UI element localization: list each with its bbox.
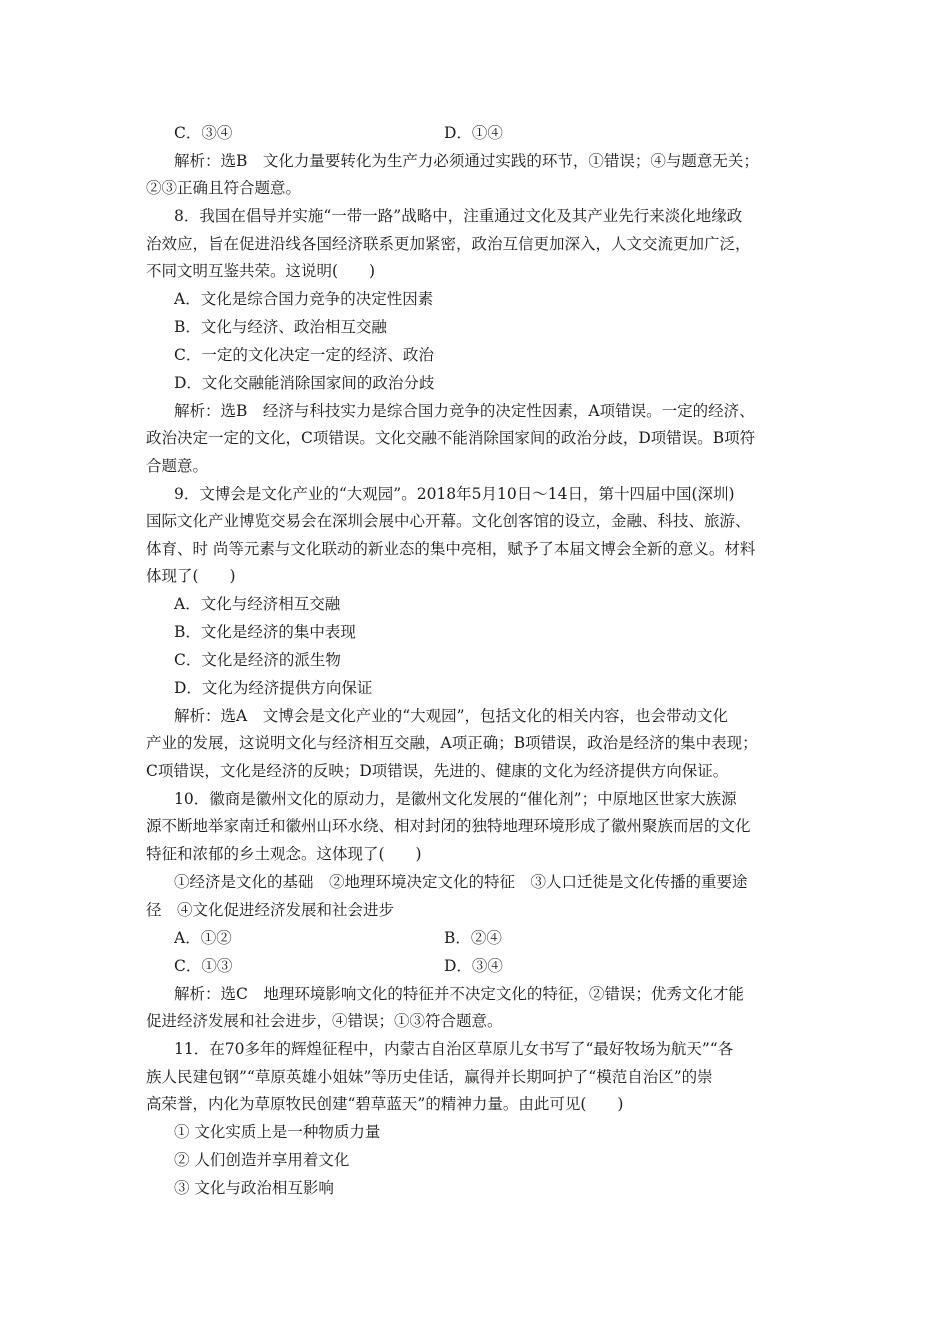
q10-option-b: B．②④ (444, 929, 502, 947)
q9-analysis-line: 产业的发展，这说明文化与经济相互交融，A项正确；B项错误，政治是经济的集中表现； (146, 734, 758, 752)
q10-stem-line: 源不断地举家南迁和徽州山环水绕、相对封闭的独特地理环境形成了徽州聚族而居的文化 (146, 817, 751, 835)
q11-statement-line: ① 文化实质上是一种物质力量 (174, 1123, 381, 1141)
q8-option-a: A．文化是综合国力竞争的决定性因素 (174, 290, 434, 308)
q10-analysis-line: 解析：选C 地理环境影响文化的特征并不决定文化的特征，②错误；优秀文化才能 (174, 985, 744, 1003)
q8-analysis-line: 解析：选B 经济与科技实力是综合国力竞争的决定性因素，A项错误。一定的经济、 (174, 402, 755, 420)
q7-analysis-line: ②③正确且符合题意。 (146, 179, 302, 197)
q11-statement-line: ② 人们创造并享用着文化 (174, 1151, 350, 1169)
q8-option-d: D．文化交融能消除国家间的政治分歧 (174, 374, 435, 392)
q7-analysis-line: 解析：选B 文化力量要转化为生产力必须通过实践的环节，①错误；④与题意无关； (174, 152, 759, 170)
q9-option-a: A．文化与经济相互交融 (174, 595, 341, 613)
q11-statement-line: ③ 文化与政治相互影响 (174, 1179, 334, 1197)
q9-option-d: D．文化为经济提供方向保证 (174, 679, 373, 697)
q10-option-d: D．③④ (444, 957, 503, 975)
q8-stem-line: 8．我国在倡导并实施“一带一路”战略中，注重通过文化及其产业先行来淡化地缘政 (174, 207, 743, 225)
q11-stem-line: 高荣誉，内化为草原牧民创建“碧草蓝天”的精神力量。由此可见( ) (146, 1095, 624, 1113)
q10-stem-line: 10．徽商是徽州文化的原动力，是徽州文化发展的“催化剂”；中原地区世家大族源 (174, 790, 737, 808)
q10-analysis-line: 促进经济发展和社会进步，④错误；①③符合题意。 (146, 1012, 503, 1030)
q9-analysis-line: C项错误，文化是经济的反映；D项错误，先进的、健康的文化为经济提供方向保证。 (146, 762, 729, 780)
q8-option-c: C．一定的文化决定一定的经济、政治 (174, 346, 434, 364)
q11-stem-line: 11．在70多年的辉煌征程中，内蒙古自治区草原儿女书写了“最好牧场为航天”“各 (174, 1040, 734, 1058)
q8-option-b: B．文化与经济、政治相互交融 (174, 318, 387, 336)
q10-stem-line: 特征和浓郁的乡土观念。这体现了( ) (146, 845, 422, 863)
q9-stem-line: 体现了( ) (146, 567, 236, 585)
q9-option-b: B．文化是经济的集中表现 (174, 623, 356, 641)
q8-analysis-line: 合题意。 (146, 457, 209, 475)
q8-stem-line: 治效应，旨在促进沿线各国经济联系更加紧密，政治互信更加深入，人文交流更加广泛， (146, 235, 751, 253)
q9-stem-line: 9．文博会是文化产业的“大观园”。2018年5月10日～14日，第十四届中国(深圳) (174, 485, 735, 503)
q11-stem-line: 族人民建包钢”“草原英雄小姐妹”等历史佳话，赢得并长期呵护了“模范自治区”的崇 (146, 1068, 713, 1086)
q10-statement-line: ①经济是文化的基础 ②地理环境决定文化的特征 ③人口迁徙是文化传播的重要途 (174, 873, 748, 891)
q9-analysis-line: 解析：选A 文博会是文化产业的“大观园”，包括文化的相关内容，也会带动文化 (174, 707, 729, 725)
q10-statement-line: 径 ④文化促进经济发展和社会进步 (146, 901, 395, 919)
q9-option-c: C．文化是经济的派生物 (174, 651, 341, 669)
q9-stem-line: 国际文化产业博览交易会在深圳会展中心开幕。文化创客馆的设立，金融、科技、旅游、 (146, 512, 751, 530)
q9-stem-line: 体育、时 尚等元素与文化联动的新业态的集中亮相，赋予了本届文博会全新的意义。材料 (146, 540, 756, 558)
q7-option-c: C．③④ (174, 124, 233, 142)
q8-stem-line: 不同文明互鉴共荣。这说明( ) (146, 262, 376, 280)
q8-analysis-line: 政治决定一定的文化，C项错误。文化交融不能消除国家间的政治分歧，D项错误。B项符 (146, 429, 756, 447)
q10-option-c: C．①③ (174, 957, 233, 975)
q10-option-a: A．①② (174, 929, 232, 947)
q7-option-d: D．①④ (444, 124, 503, 142)
